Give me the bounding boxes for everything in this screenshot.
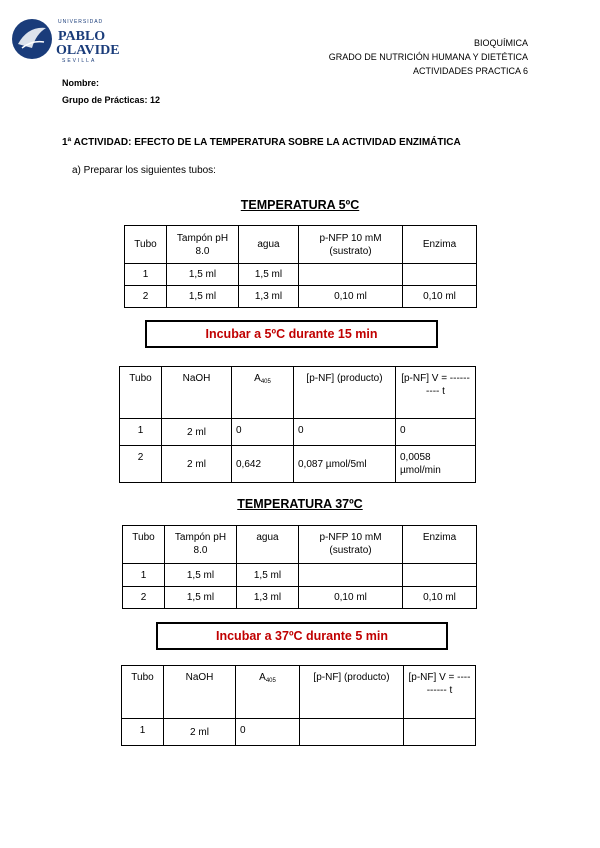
table-cell: 0 [232, 419, 294, 446]
table-cell: 0,10 ml [299, 286, 403, 308]
header-cell: Tubo [120, 367, 162, 419]
table-cell: 0,10 ml [299, 587, 403, 609]
header-cell: Tampón pH 8.0 [167, 226, 239, 264]
table-cell: 0,642 [232, 446, 294, 483]
table-cell: 2 [120, 446, 162, 483]
table-row [123, 564, 477, 587]
table-cell: 1,5 ml [239, 264, 299, 286]
header-cell: Tubo [123, 526, 165, 564]
table-row [120, 419, 476, 446]
header-cell: [p-NF] (producto) [294, 367, 396, 419]
step-a-text: a) Preparar los siguientes tubos: [72, 165, 216, 176]
header-activities: ACTIVIDADES PRACTICA 6 [412, 66, 528, 76]
header-cell: p-NFP 10 mM (sustrato) [299, 226, 403, 264]
prep-table-5c [124, 225, 477, 308]
table-cell [404, 719, 476, 746]
header-cell: NaOH [164, 666, 236, 719]
logo-pablo-text: PABLO [58, 29, 106, 44]
table-cell [299, 264, 403, 286]
header-cell: Tubo [122, 666, 164, 719]
header-cell: NaOH [162, 367, 232, 419]
table-row [125, 286, 477, 308]
logo-olavide-text: OLAVIDE [56, 43, 120, 58]
name-label: Nombre: [62, 78, 100, 88]
table-cell: 1,5 ml [165, 587, 237, 609]
results-table-5c [119, 366, 476, 483]
table-cell: 0 [294, 419, 396, 446]
table-cell: 1 [122, 719, 164, 746]
table-cell: 1,5 ml [167, 286, 239, 308]
velocity-header: [p-NF] V = ---------- t [396, 367, 476, 419]
header-cell: [p-NF] (producto) [300, 666, 404, 719]
section-title-37c: TEMPERATURA 37ºC [237, 497, 363, 511]
table-cell: 2 [125, 286, 167, 308]
header-cell: agua [237, 526, 299, 564]
table-cell: 2 ml [162, 446, 232, 483]
table-row [125, 264, 477, 286]
table-cell: 1,5 ml [237, 564, 299, 587]
header-cell: Tampón pH 8.0 [165, 526, 237, 564]
header-cell: Enzima [403, 226, 477, 264]
prep-table-37c [122, 525, 477, 609]
absorbance-header: $A_{405}$ [236, 666, 300, 719]
table-cell: 1 [120, 419, 162, 446]
incubate-box-37c: Incubar a 37ºC durante 5 min [156, 622, 448, 650]
table-cell: 0,10 ml [403, 286, 477, 308]
header-degree: GRADO DE NUTRICIÓN HUMANA Y DIETÉTICA [328, 52, 528, 62]
table-cell: 1,3 ml [237, 587, 299, 609]
table-cell: 2 ml [164, 719, 236, 746]
table-cell: 1,3 ml [239, 286, 299, 308]
logo-bottom-text: SEVILLA [62, 58, 97, 64]
table-cell: 1 [123, 564, 165, 587]
table-row [122, 719, 476, 746]
table-cell: 1,5 ml [167, 264, 239, 286]
absorbance-header: $A_{405}$ [232, 367, 294, 419]
incubate-box-5c: Incubar a 5ºC durante 15 min [145, 320, 438, 348]
table-cell: 0 [396, 419, 476, 446]
logo-top-text: UNIVERSIDAD [58, 19, 104, 25]
table-cell: 0 [236, 719, 300, 746]
velocity-header: [p-NF] V = ---------- t [404, 666, 476, 719]
table-cell: 2 [123, 587, 165, 609]
table-cell [403, 564, 477, 587]
group-label: Grupo de Prácticas: 12 [62, 95, 161, 105]
table-cell [403, 264, 477, 286]
section-title-5c: TEMPERATURA 5ºC [240, 198, 360, 212]
table-cell: 0,0058 µmol/min [396, 446, 476, 483]
activity-title: 1ª ACTIVIDAD: EFECTO DE LA TEMPERATURA SOBRE LA ACTIVIDAD ENZIMÁTICA [62, 137, 461, 148]
table-cell: 0,087 µmol/5ml [294, 446, 396, 483]
results-table-37c [121, 665, 476, 746]
table-row [123, 587, 477, 609]
header-cell: p-NFP 10 mM (sustrato) [299, 526, 403, 564]
table-cell: 1,5 ml [165, 564, 237, 587]
table-cell: 2 ml [162, 419, 232, 446]
table-row [120, 446, 476, 483]
header-cell: Enzima [403, 526, 477, 564]
header-cell: agua [239, 226, 299, 264]
table-cell: 1 [125, 264, 167, 286]
header-cell: Tubo [125, 226, 167, 264]
header-subject: BIOQUÍMICA [473, 38, 528, 48]
table-cell [300, 719, 404, 746]
table-cell: 0,10 ml [403, 587, 477, 609]
university-logo [10, 14, 126, 64]
table-cell [299, 564, 403, 587]
